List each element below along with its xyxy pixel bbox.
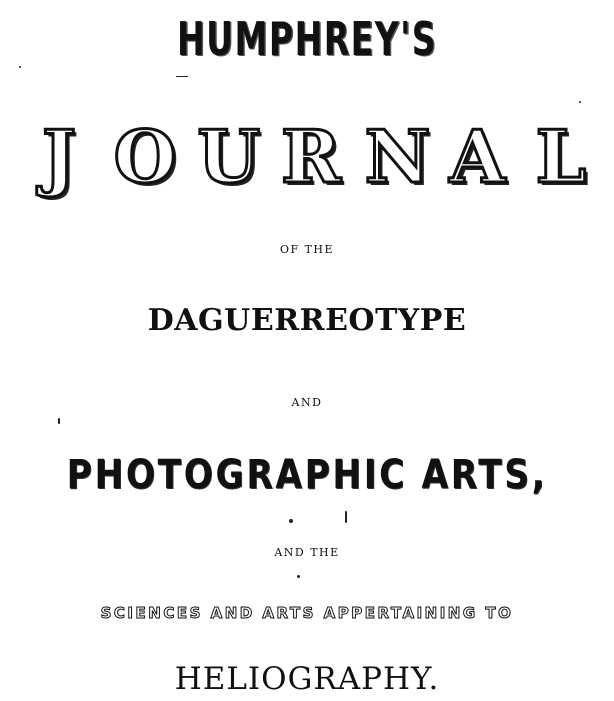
scan-speck: [297, 575, 300, 578]
sciences-line: SCIENCES AND ARTS APPERTAINING TO: [100, 604, 514, 622]
journal-letter-n: N: [364, 114, 431, 199]
scan-speck: [579, 101, 581, 103]
of-the-line: OF THE: [279, 243, 335, 256]
scan-speck: [345, 511, 347, 523]
journal-letter-r: R: [280, 114, 341, 199]
daguerreotype-line: DAGUERREOTYPE: [147, 303, 467, 338]
scan-speck: [176, 76, 188, 77]
and-the-line: AND THE: [274, 546, 340, 559]
scan-speck: [58, 418, 60, 424]
journal-letter-a: A: [449, 114, 506, 199]
journal-letter-j: J: [41, 114, 77, 199]
publisher-name: HUMPHREY'S: [176, 12, 438, 66]
journal-letter-l: L: [535, 114, 587, 199]
and-line: AND: [291, 396, 323, 409]
scan-speck: [289, 519, 293, 523]
heliography-line: HELIOGRAPHY.: [174, 661, 440, 697]
journal-title: [30, 114, 590, 199]
journal-letter-o: O: [113, 114, 177, 199]
journal-letter-u: U: [197, 114, 261, 199]
photographic-arts-line: PHOTOGRAPHIC ARTS,: [66, 452, 548, 498]
scan-speck: [19, 66, 21, 68]
